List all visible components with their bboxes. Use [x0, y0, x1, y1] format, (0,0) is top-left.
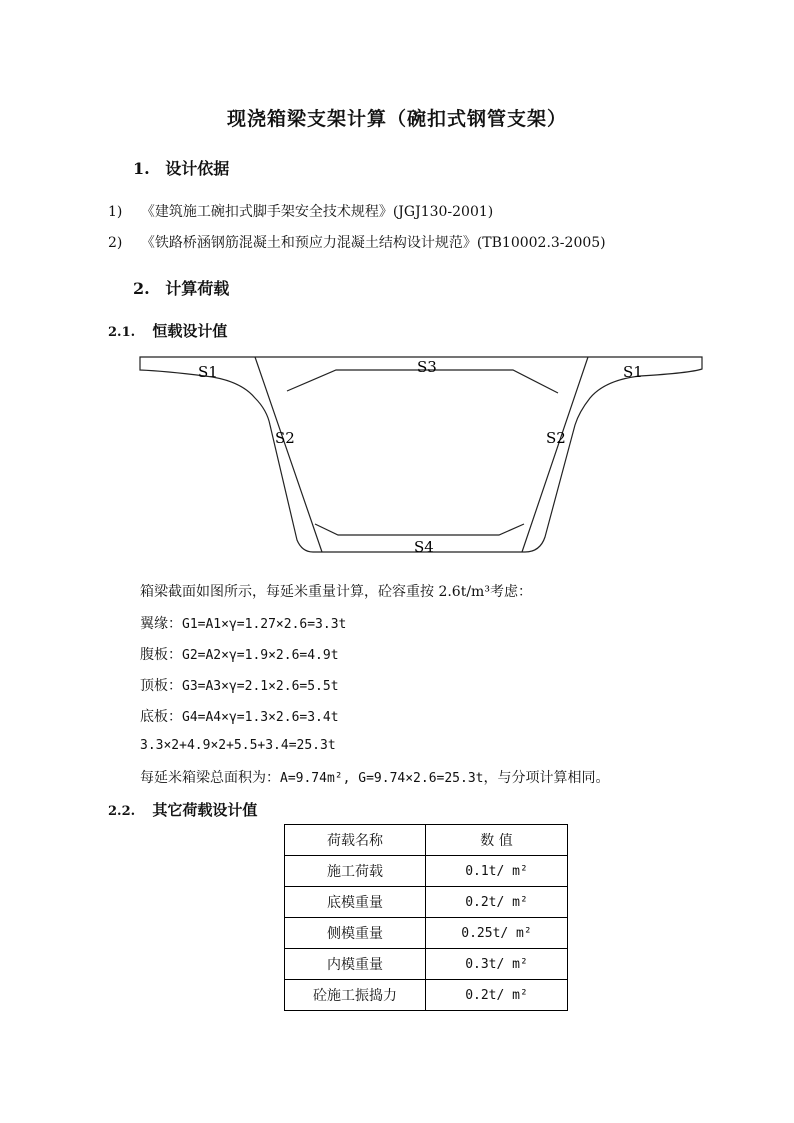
section-1-number: 1.	[133, 159, 150, 178]
calc-formula: G4=A4×γ=1.3×2.6=3.4t	[182, 710, 339, 725]
calc-line-g3	[140, 675, 339, 695]
label-s3: S3	[417, 358, 437, 376]
calc-label: 翼缘：	[140, 616, 182, 632]
section-2-1-number: 2.1.	[108, 325, 136, 340]
calc-check-formula: A=9.74m², G=9.74×2.6=25.3t	[280, 771, 484, 786]
table-header-row	[285, 825, 568, 856]
table-header-cell: 数 值	[426, 825, 568, 856]
load-value-cell: 0.3t/ m²	[426, 949, 568, 980]
load-value-cell: 0.25t/ m²	[426, 918, 568, 949]
calc-check	[140, 767, 610, 787]
section-1-label: 设计依据	[165, 159, 230, 178]
left-web-inner-edge	[255, 357, 322, 552]
table-row	[285, 918, 568, 949]
label-s1-left: S1	[198, 363, 218, 381]
reference-text: 《建筑施工碗扣式脚手架安全技术规程》(JGJ130-2001)	[140, 204, 494, 220]
section-2-2-label: 其它荷载设计值	[152, 801, 258, 819]
calc-sum: 3.3×2+4.9×2+5.5+3.4=25.3t	[140, 738, 336, 753]
section-2-2-heading	[108, 799, 257, 820]
calc-check-prefix: 每延米箱梁总面积为：	[140, 770, 280, 786]
load-table	[284, 824, 568, 1011]
calc-label: 顶板：	[140, 678, 182, 694]
label-s4: S4	[414, 538, 434, 556]
page-title: 现浇箱梁支架计算（碗扣式钢管支架）	[226, 108, 567, 130]
calc-formula: G1=A1×γ=1.27×2.6=3.3t	[182, 617, 347, 632]
section-2-number: 2.	[133, 279, 150, 298]
label-s2-left: S2	[275, 429, 295, 447]
section-2-1-label: 恒载设计值	[152, 322, 228, 340]
reference-number: 2)	[108, 235, 123, 251]
bottom-slab-haunch	[315, 524, 524, 535]
calc-formula: G3=A3×γ=2.1×2.6=5.5t	[182, 679, 339, 694]
calc-line-g2	[140, 644, 339, 664]
table-row	[285, 856, 568, 887]
calc-line-g4	[140, 706, 339, 726]
load-name-cell: 底模重量	[285, 887, 426, 918]
load-name-cell: 侧模重量	[285, 918, 426, 949]
right-web-inner-edge	[522, 357, 588, 552]
section-2-label: 计算荷载	[165, 279, 230, 298]
table-row	[285, 887, 568, 918]
load-name-cell: 施工荷载	[285, 856, 426, 887]
load-value-cell: 0.2t/ m²	[426, 887, 568, 918]
load-value-cell: 0.2t/ m²	[426, 980, 568, 1011]
table-row	[285, 980, 568, 1011]
section-2-2-number: 2.2.	[108, 804, 136, 819]
table-row	[285, 949, 568, 980]
calc-label: 底板：	[140, 709, 182, 725]
girder-outer-contour	[140, 357, 702, 552]
label-s2-right: S2	[546, 429, 566, 447]
calc-label: 腹板：	[140, 647, 182, 663]
load-name-cell: 内模重量	[285, 949, 426, 980]
calc-line-g1	[140, 613, 346, 633]
calc-intro: 箱梁截面如图所示，每延米重量计算，砼容重按 2.6t/m³考虑：	[140, 584, 532, 600]
reference-text: 《铁路桥涵钢筋混凝土和预应力混凝土结构设计规范》(TB10002.3-2005)	[140, 235, 606, 251]
load-name-cell: 砼施工振捣力	[285, 980, 426, 1011]
table-header-cell: 荷载名称	[285, 825, 426, 856]
label-s1-right: S1	[623, 363, 643, 381]
reference-number: 1)	[108, 204, 123, 220]
calc-formula: G2=A2×γ=1.9×2.6=4.9t	[182, 648, 339, 663]
calc-check-suffix: ，与分项计算相同。	[483, 770, 610, 786]
load-value-cell: 0.1t/ m²	[426, 856, 568, 887]
